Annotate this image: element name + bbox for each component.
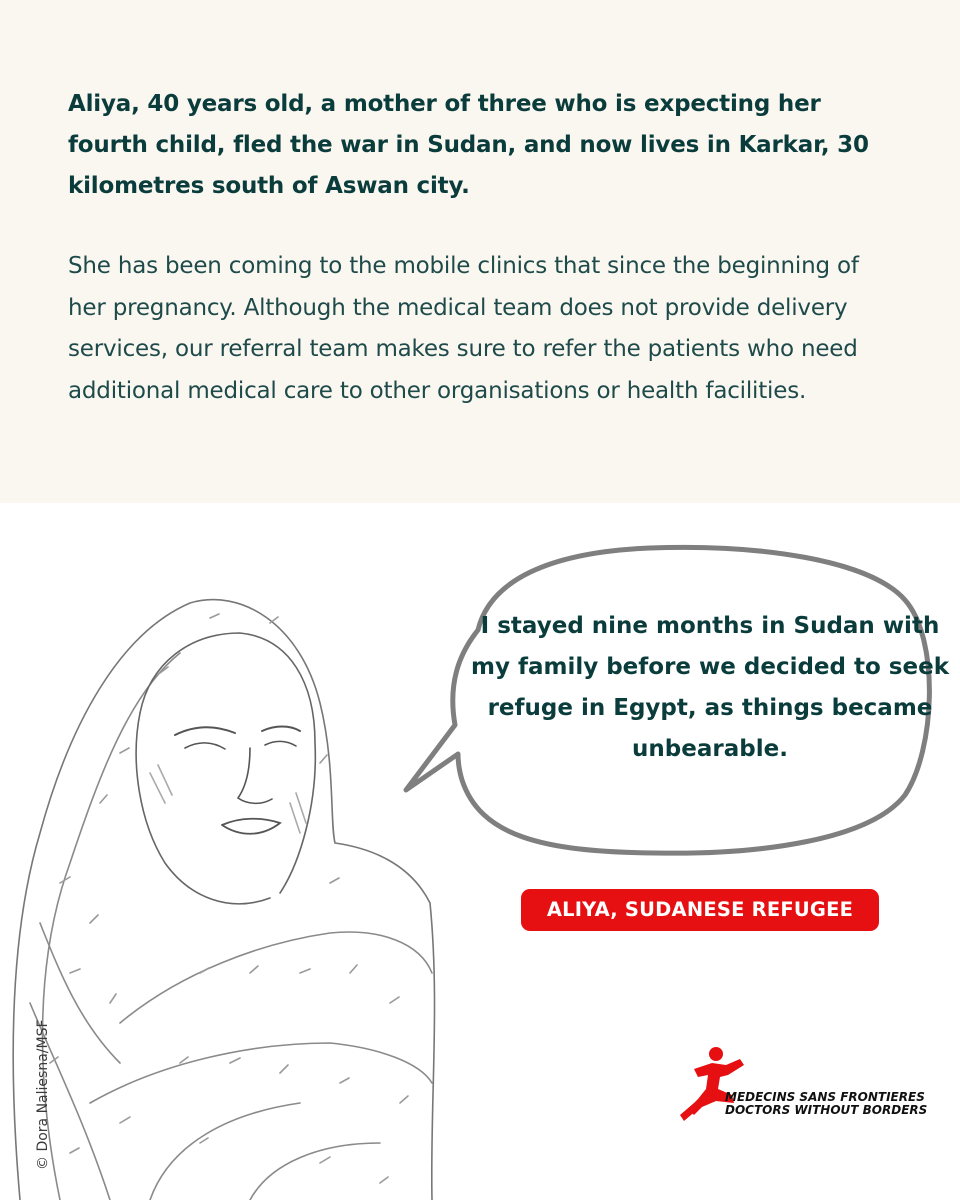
attribution-badge: ALIYA, SUDANESE REFUGEE	[521, 889, 879, 931]
msf-wordmark-line1: MEDECINS SANS FRONTIERES	[725, 1090, 925, 1104]
portrait-illustration	[0, 503, 440, 1200]
msf-logo	[672, 1045, 928, 1125]
body-paragraph: She has been coming to the mobile clinics that since the beginning of her pregnancy. Although the medical team does not provide delivery services, our referral team makes sure to refer the patients who need additional medical care to other organisations or health facilities.	[68, 253, 859, 404]
msf-wordmark	[725, 1091, 927, 1117]
photo-credit: © Dora Naliesna/MSF	[35, 1019, 51, 1170]
msf-wordmark-line2: DOCTORS WITHOUT BORDERS	[725, 1103, 928, 1117]
quote-text: I stayed nine months in Sudan with my family before we decided to seek refuge in Egypt, as things became unbearable.	[470, 613, 949, 762]
lead-paragraph: Aliya, 40 years old, a mother of three who is expecting her fourth child, fled the war in Sudan, and now lives in Karkar, 30 kilometres south of Aswan city.	[68, 91, 869, 199]
intro-panel	[0, 0, 960, 503]
